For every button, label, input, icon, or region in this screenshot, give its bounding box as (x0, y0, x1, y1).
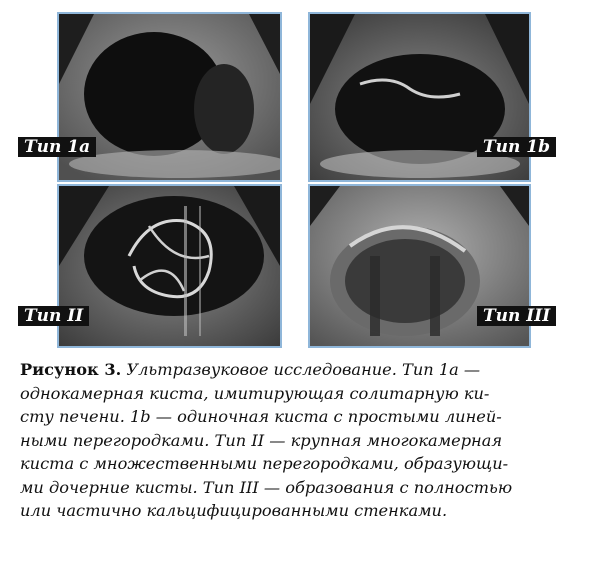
panel-label-type-3: Тип III (477, 306, 556, 326)
caption-line (20, 358, 586, 382)
panel-label-type-2: Тип II (18, 306, 89, 326)
caption-heading: Рисунок 3. (20, 360, 122, 379)
ultrasound-image-type-2 (57, 184, 282, 348)
caption-line-text: Ультразвуковое исследование. Тип 1a — (121, 360, 481, 379)
caption-line: ми дочерние кисты. Тип III — образования с полностью (20, 477, 513, 497)
caption-line: ными перегородками. Тип II — крупная многокамерная (20, 430, 503, 450)
caption-line: или частично кальцифицированными стенками. (20, 501, 448, 520)
caption-line: киста с множественными перегородками, образующи- (20, 454, 509, 473)
panel-label-type-1b: Тип 1b (477, 137, 556, 157)
panel-label-type-1a: Тип 1a (18, 137, 96, 157)
caption-line: однокамерная киста, имитирующая солитарную ки- (20, 383, 490, 403)
caption-line: сту печени. 1b — одиночная киста с простыми линей- (20, 407, 502, 426)
figure-caption (20, 358, 586, 523)
